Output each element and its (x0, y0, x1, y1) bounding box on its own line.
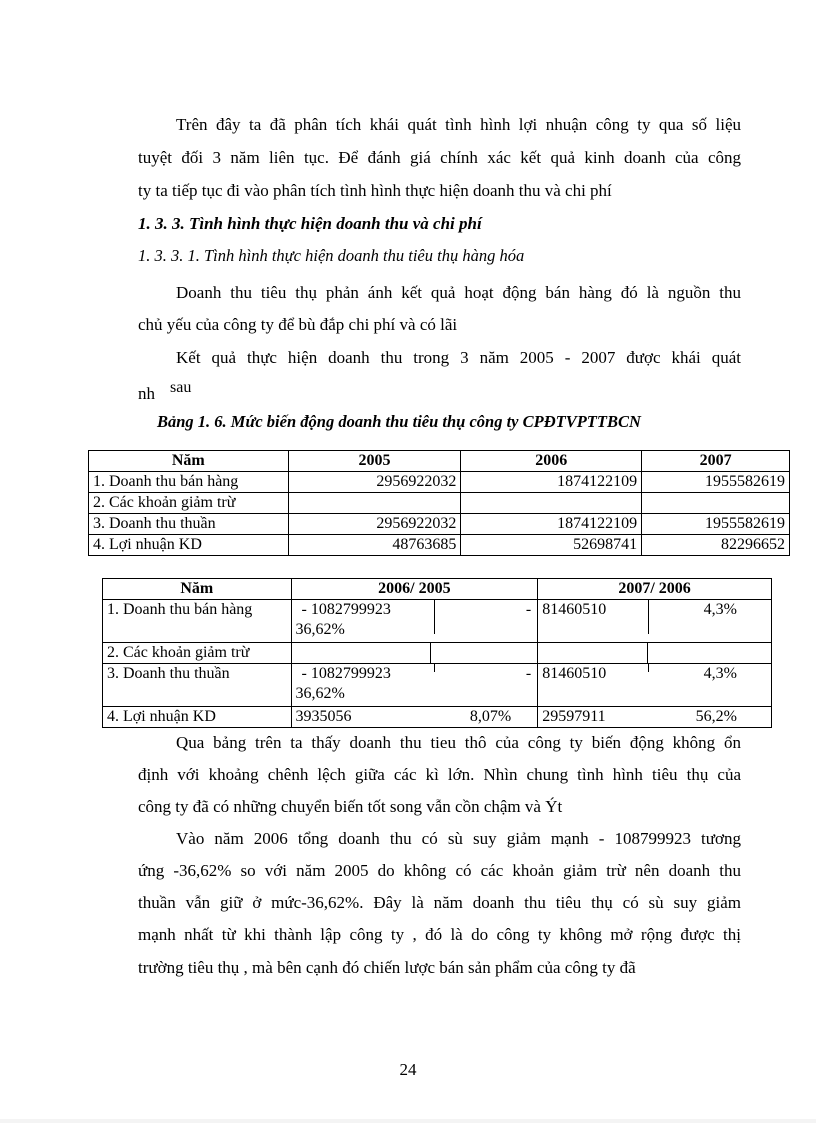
row-label: 1. Doanh thu bán hàng (89, 472, 289, 493)
change-amount: - 1082799923 (301, 665, 391, 682)
change-amount: 81460510 (542, 601, 607, 618)
table-row (103, 664, 772, 707)
paragraph-line: Trên đây ta đã phân tích khái quát tình hình lợi nhuận công ty qua số liệu (176, 115, 741, 134)
paragraph-line: Qua bảng trên ta thấy doanh thu tieu thô của công ty biến động không ổn (176, 733, 741, 752)
table-cell: 2956922032 (288, 472, 461, 493)
table-cell: 1874122109 (461, 514, 642, 535)
paragraph-line: sau (170, 379, 192, 396)
paragraph-line: Doanh thu tiêu thụ phản ánh kết quả hoạt động bán hàng đó là nguồn thu (176, 283, 741, 302)
subsection-heading: 1. 3. 3. 1. Tình hình thực hiện doanh thu tiêu thụ hàng hóa (138, 246, 525, 265)
table-header-cell: 2007/ 2006 (538, 579, 772, 600)
change-sign: - (434, 600, 538, 634)
row-label: 4. Lợi nhuận KD (103, 707, 292, 728)
table-cell (648, 643, 772, 664)
page-edge (0, 1119, 816, 1123)
paragraph-line: ty ta tiếp tục đi vào phân tích tình hình thực hiện doanh thu và chi phí (138, 181, 612, 200)
table-cell (291, 643, 431, 664)
paragraph-line: thuần vẫn giữ ở mức-36,62%. Đây là năm doanh thu tiêu thụ có sù suy giảm (138, 893, 741, 912)
table-caption: Bảng 1. 6. Mức biến động doanh thu tiêu thụ công ty CPĐTVPTTBCN (157, 412, 641, 431)
row-label: 2. Các khoản giảm trừ (89, 493, 289, 514)
row-label: 2. Các khoản giảm trừ (103, 643, 292, 664)
change-cell-2007 (538, 707, 772, 728)
change-amount: 29597911 (542, 708, 606, 725)
table-row (103, 643, 772, 664)
table-header-cell: 2007 (642, 451, 790, 472)
change-percent: 8,07% (469, 708, 512, 725)
paragraph-line: Kết quả thực hiện doanh thu trong 3 năm 2005 - 2007 được khái quát (176, 348, 741, 367)
table-header-cell: 2006/ 2005 (291, 579, 538, 600)
change-percent: 36,62% (295, 621, 345, 638)
change-cell-2006 (291, 664, 538, 707)
change-amount: 3935056 (295, 708, 352, 725)
change-percent: 56,2% (695, 708, 737, 725)
table-cell: 1874122109 (461, 472, 642, 493)
table-header-row (103, 579, 772, 600)
change-table (102, 578, 772, 728)
paragraph-line: nh (138, 384, 155, 403)
table-header-cell: Năm (89, 451, 289, 472)
table-row (89, 535, 790, 556)
table-row (89, 493, 790, 514)
table-header-cell: 2005 (288, 451, 461, 472)
change-cell-2007 (538, 600, 772, 643)
table-cell: 1955582619 (642, 514, 790, 535)
page-number: 24 (399, 1060, 417, 1079)
paragraph-line: Vào năm 2006 tổng doanh thu có sù suy giảm mạnh - 108799923 tương (176, 829, 741, 848)
paragraph-line: chủ yếu của công ty để bù đắp chi phí và có lãi (138, 315, 458, 334)
table-header-cell: Năm (103, 579, 292, 600)
table-cell (538, 643, 648, 664)
change-cell-2006 (291, 600, 538, 643)
table-header-row (89, 451, 790, 472)
table-header-cell: 2006 (461, 451, 642, 472)
paragraph-line: định với khoảng chênh lệch giữa các kì lớn. Nhìn chung tình hình tiêu thụ của (138, 765, 741, 784)
row-label: 1. Doanh thu bán hàng (103, 600, 292, 643)
table-cell: 52698741 (461, 535, 642, 556)
row-label: 3. Doanh thu thuần (103, 664, 292, 707)
table-row (89, 472, 790, 493)
table-cell (431, 643, 538, 664)
change-amount: 81460510 (542, 665, 607, 682)
change-cell-2007 (538, 664, 772, 707)
change-percent: 36,62% (295, 685, 345, 702)
table-cell: 1955582619 (642, 472, 790, 493)
revenue-table (88, 450, 790, 556)
table-cell: 82296652 (642, 535, 790, 556)
row-label: 4. Lợi nhuận KD (89, 535, 289, 556)
paragraph-line: công ty đã có những chuyển biến tốt song vẫn cồn chậm và Ýt (138, 797, 563, 816)
change-percent: 4,3% (648, 664, 771, 672)
table-cell (461, 493, 642, 514)
paragraph-line: tuyệt đối 3 năm liên tục. Để đánh giá chính xác kết quả kinh doanh của công (138, 148, 741, 167)
change-percent: 4,3% (648, 600, 771, 634)
table-row (89, 514, 790, 535)
paragraph-line: ứng -36,62% so với năm 2005 do không có các khoản giảm trừ nên doanh thu (138, 861, 741, 880)
change-sign: - (434, 664, 538, 672)
table-row (103, 600, 772, 643)
row-label: 3. Doanh thu thuần (89, 514, 289, 535)
table-cell (642, 493, 790, 514)
section-heading: 1. 3. 3. Tình hình thực hiện doanh thu và chi phí (138, 214, 482, 233)
table-cell: 2956922032 (288, 514, 461, 535)
table-row (103, 707, 772, 728)
change-amount: - 1082799923 (301, 601, 391, 618)
table-cell: 48763685 (288, 535, 461, 556)
paragraph-line: trường tiêu thụ , mà bên cạnh đó chiến lược bán sản phẩm của công ty đã (138, 958, 636, 977)
table-cell (288, 493, 461, 514)
paragraph-line: mạnh nhất từ khi thành lập công ty , đó là do công ty không mở rộng được thị (138, 925, 741, 944)
change-cell-2006 (291, 707, 538, 728)
